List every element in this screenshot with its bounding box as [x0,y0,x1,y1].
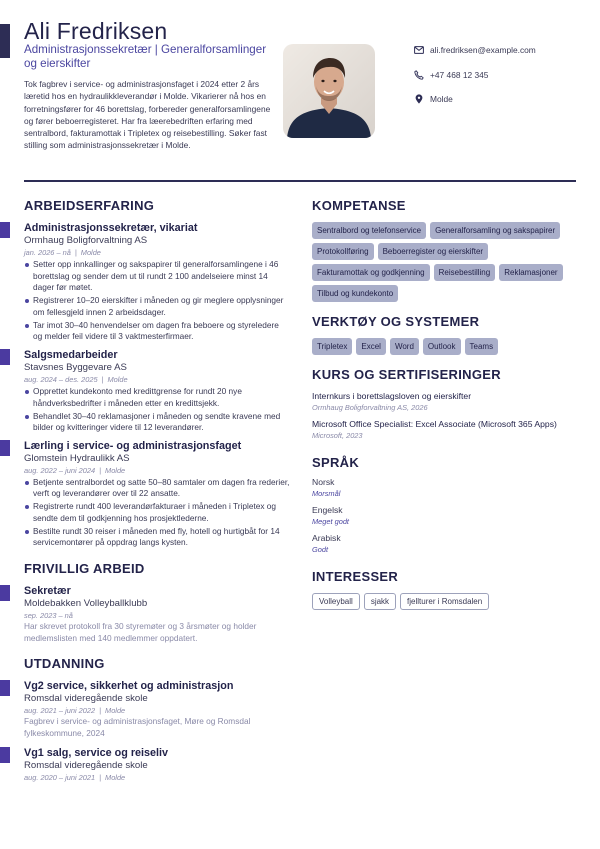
interest-tag: sjakk [364,593,396,610]
volunteer-title: Sekretær [24,585,71,598]
skills-heading: KOMPETANSE [312,198,406,213]
job-place: Molde [107,374,128,384]
job-employer: Stavsnes Byggevare AS [24,361,127,373]
education-meta: aug. 2020 – juni 2021 | Molde [24,773,126,783]
bullet-item: Opprettet kundekonto med kredittgrense for rundt 20 nye håndverksbedrifter i måneden etter en kredittsjekk. [33,386,290,409]
phone-icon [414,70,424,80]
contact-location [414,93,594,105]
entry-accent-bar [0,680,10,696]
left-column [24,198,290,783]
header-divider [24,180,576,182]
job-title: Administrasjonssekretær, vikariat [24,222,198,234]
skill-tag: Sentralbord og telefonservice [312,222,426,239]
cert-item [312,419,582,441]
education-description: Fagbrev i service- og administrasjonsfaget, Møre og Romsdal fylkeskommune, 2024 [24,716,251,738]
cert-issuer: Ormhaug Boligforvaltning AS, 2026 [312,403,428,412]
bullet-item: Setter opp innkallinger og sakspapirer til generalforsamlingene i 46 borettslag og sender dem ut til rundt 2 100 andelseiere minst 14 dager før møtet. [33,259,290,294]
education-school: Romsdal videregående skole [24,760,148,772]
contact-phone[interactable] [414,69,594,81]
language-item [312,477,582,499]
education-title: Vg2 service, sikkerhet og administrasjon [24,680,234,693]
experience-entry [24,440,290,549]
experience-entry [24,349,290,434]
job-employer: Ormhaug Boligforvaltning AS [24,235,148,246]
cert-title: Internkurs i borettslagsloven og eierskifter [312,391,472,401]
volunteer-heading: FRIVILLIG ARBEID [24,561,145,577]
language-name: Engelsk [312,505,343,515]
job-title: Lærling i service- og administrasjonsfaget [24,439,242,452]
candidate-name: Ali Fredriksen [24,18,168,44]
interest-tags [312,593,582,610]
skill-tag: Tilbud og kundekonto [312,285,398,302]
job-dates: jan. 2026 – nå [24,248,71,257]
contact-email[interactable] [414,44,594,56]
volunteer-entry [24,585,290,644]
skill-tag: Beboerregister og eierskifter [378,243,489,260]
skill-tag: Fakturamottak og godkjenning [312,264,430,281]
volunteer-dates: sep. 2023 – nå [24,611,73,621]
header-accent-bar [0,24,10,58]
entry-accent-bar [0,585,10,601]
skill-tag: Reklamasjoner [499,264,562,281]
job-dates: aug. 2022 – juni 2024 [24,465,96,475]
entry-accent-bar [0,222,10,238]
skill-tag: Reisebestilling [434,264,496,281]
cert-item [312,391,582,413]
education-place: Molde [105,706,126,716]
skill-tag: Protokollføring [312,243,374,260]
education-entry [24,680,290,739]
map-pin-icon [414,94,424,104]
bullet-item: Tar imot 30–40 henvendelser om dagen fra beboere og styreledere og melder feil videre til 3 vaktmesterfirmaer. [33,320,290,343]
tools-heading: VERKTØY OG SYSTEMER [312,314,480,329]
education-place: Molde [105,773,126,783]
phone-text: +47 468 12 345 [430,69,489,80]
job-bullets [24,386,290,434]
skill-tag: Generalforsamling og sakspapirer [430,222,560,239]
tools-tags [312,338,582,355]
job-place: Molde [80,248,101,257]
tool-tag: Excel [356,338,386,355]
email-text: ali.fredriksen@example.com [430,45,536,55]
job-employer: Glomstein Hydraulikk AS [24,452,130,464]
job-meta: aug. 2024 – des. 2025 | Molde [24,374,128,384]
bullet-item: Registrerte rundt 400 leverandørfakturaer i måneden i Tripletex og sendte dem til godkjenning hos prosjektlederne. [33,501,290,524]
education-meta: aug. 2021 – juni 2022 | Molde [24,706,126,716]
language-name: Arabisk [312,533,341,543]
volunteer-org: Moldebakken Volleyballklubb [24,598,148,610]
job-dates: aug. 2024 – des. 2025 [24,374,98,384]
tool-tag: Teams [465,338,499,355]
certs-heading: KURS OG SERTIFISERINGER [312,367,501,382]
bullet-item: Registrerer 10–20 eierskifter i måneden og gir meglere opplysninger om fellesgjeld innen 2 arbeidsdager. [33,295,290,318]
job-meta: aug. 2022 – juni 2024 | Molde [24,465,126,475]
education-entry [24,747,290,783]
experience-heading: ARBEIDSERFARING [24,198,155,213]
bullet-item: Behandlet 30–40 reklamasjoner i måneden og sendte kravene med bilder og kvitteringer videre til 12 leverandører. [33,411,290,434]
education-dates: aug. 2021 – juni 2022 [24,706,96,716]
interests-heading: INTERESSER [312,569,399,584]
envelope-icon [414,45,424,55]
volunteer-description: Har skrevet protokoll fra 30 styremøter og 3 årsmøter og holder medlemslisten med 140 medlemmer oppdatert. [24,621,257,643]
job-bullets [24,477,290,549]
profile-photo [283,44,375,138]
bullet-item: Bestilte rundt 30 reiser i måneden med fly, hotell og hurtigbåt for 14 servicemontører på oppdrag langs kysten. [33,526,290,549]
interest-tag: Volleyball [312,593,360,610]
education-heading: UTDANNING [24,656,105,672]
tool-tag: Outlook [423,338,461,355]
education-school: Romsdal videregående skole [24,693,148,705]
language-item [312,533,582,555]
location-text: Molde [430,94,453,105]
experience-entry [24,222,290,343]
entry-accent-bar [0,440,10,456]
bullet-item: Betjente sentralbordet og satte 50–80 samtaler om dagen fra rederier, verft og leverandører over til 22 ansatte. [33,476,290,499]
cert-title: Microsoft Office Specialist: Excel Associate (Microsoft 365 Apps) [312,419,557,429]
job-place: Molde [105,465,126,475]
education-dates: aug. 2020 – juni 2021 [24,773,96,783]
language-item [312,505,582,527]
tool-tag: Word [390,338,419,355]
language-name: Norsk [312,477,335,487]
contact-block [414,44,594,118]
language-level: Morsmål [312,489,341,498]
job-meta: jan. 2026 – nå | Molde [24,248,101,257]
entry-accent-bar [0,349,10,365]
language-level: Godt [312,545,329,554]
skills-tags [312,222,582,302]
interest-tag: fjellturer i Romsdalen [400,593,489,610]
tool-tag: Tripletex [312,338,352,355]
cert-issuer: Microsoft, 2023 [312,431,363,440]
language-level: Meget godt [312,517,349,526]
profile-summary: Tok fagbrev i service- og administrasjonsfaget i 2024 etter 2 års læretid hos en hydraulikkleverandør i Molde. Vikarierer nå hos en forretningsfører for 46 borettslag, forbereder generalforsamlingene og fører beboerregisteret. Har fra læerebedriften erfaring med sentralbord, fakturamottak i Tripletex og reisebestilling. Søker fast stilling som administrasjonssekretær i Molde. [24,79,271,151]
job-title: Salgsmedarbeider [24,348,118,361]
entry-accent-bar [0,747,10,763]
candidate-title: Administrasjonssekretær | Generalforsamlinger og eierskifter [24,43,267,70]
languages-heading: SPRÅK [312,455,360,470]
right-column [312,198,582,610]
job-bullets [24,259,290,343]
education-title: Vg1 salg, service og reiseliv [24,747,169,760]
